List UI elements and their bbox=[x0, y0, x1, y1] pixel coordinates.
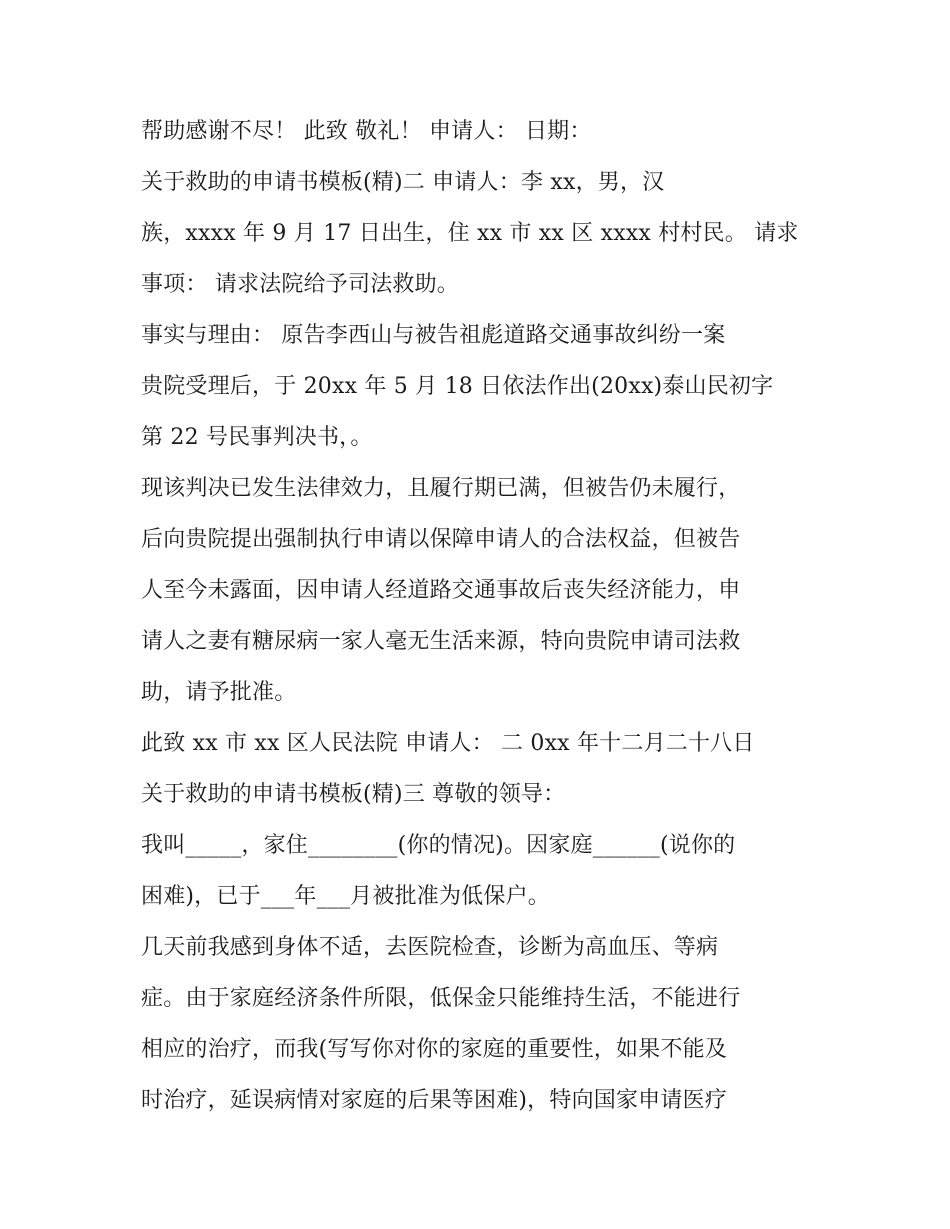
text-line: 族，xxxx 年 9 月 17 日出生，住 xx 市 xx 区 xxxx 村村民。 请求 bbox=[141, 221, 799, 246]
text-line: 此致 xx 市 xx 区人民法院 申请人： 二 0xx 年十二月二十八日 bbox=[141, 731, 755, 756]
text-line: 困难)，已于___年___月被批准为低保户。 bbox=[141, 884, 550, 909]
text-line: 时治疗，延误病情对家庭的后果等困难)，特向国家申请医疗 bbox=[141, 1088, 727, 1113]
text-line: 请人之妻有糖尿病一家人毫无生活来源，特向贵院申请司法救 bbox=[141, 629, 741, 654]
text-line: 帮助感谢不尽！ 此致 敬礼！ 申请人： 日期： bbox=[141, 119, 592, 144]
text-line: 相应的治疗，而我(写写你对你的家庭的重要性，如果不能及 bbox=[141, 1037, 727, 1062]
text-line: 现该判决已发生法律效力，且履行期已满，但被告仍未履行， bbox=[141, 476, 741, 501]
text-line: 我叫_____，家住________(你的情况)。因家庭______(说你的 bbox=[141, 833, 736, 858]
text-line: 几天前我感到身体不适，去医院检查，诊断为高血压、等病 bbox=[141, 935, 719, 960]
text-line: 助，请予批准。 bbox=[141, 680, 297, 705]
text-line: 事项： 请求法院给予司法救助。 bbox=[141, 272, 459, 297]
text-line: 后向贵院提出强制执行申请以保障申请人的合法权益，但被告 bbox=[141, 527, 741, 552]
text-line: 人至今未露面，因申请人经道路交通事故后丧失经济能力，申 bbox=[141, 578, 741, 603]
text-line: 症。由于家庭经济条件所限，低保金只能维持生活，不能进行 bbox=[141, 986, 741, 1011]
text-line: 关于救助的申请书模板(精)二 申请人：李 xx，男，汉 bbox=[141, 170, 665, 195]
text-line: 关于救助的申请书模板(精)三 尊敬的领导： bbox=[141, 782, 566, 807]
document-body bbox=[141, 106, 831, 1126]
text-line: 事实与理由： 原告李西山与被告祖彪道路交通事故纠纷一案 bbox=[141, 323, 726, 348]
text-line: 贵院受理后，于 20xx 年 5 月 18 日依法作出(20xx)泰山民初字 bbox=[141, 374, 774, 399]
text-line: 第 22 号民事判决书，。 bbox=[141, 425, 373, 450]
